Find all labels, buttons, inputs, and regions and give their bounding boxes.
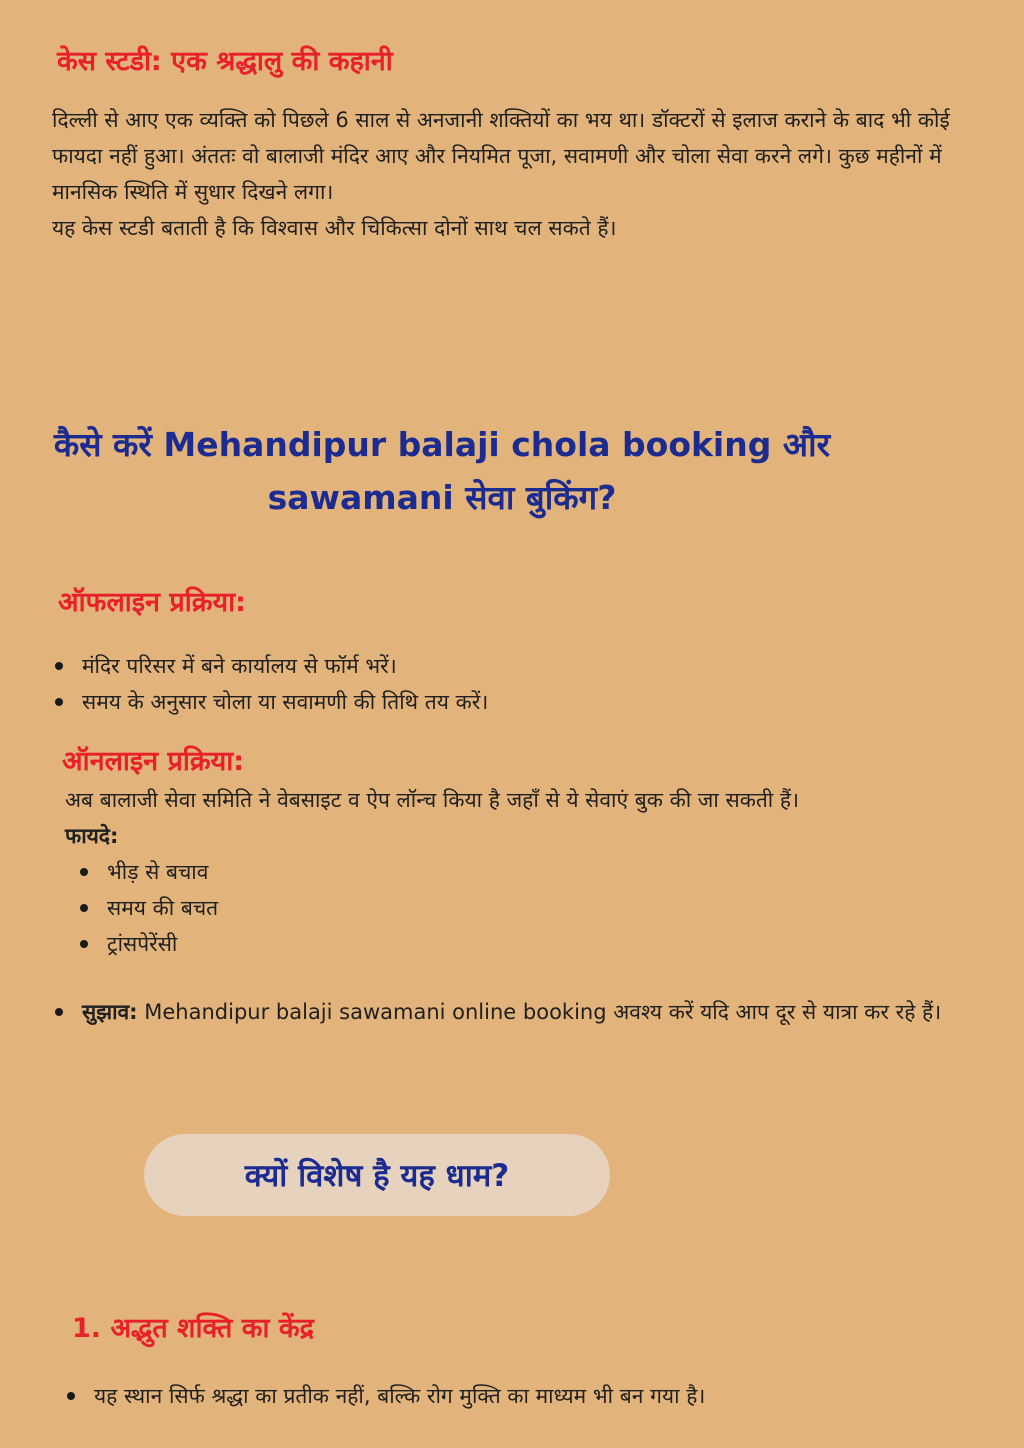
case-study-paragraph: दिल्ली से आए एक व्यक्ति को पिछले 6 साल से अनजानी शक्तियों का भय था। डॉक्टरों से इलाज कराने के बाद भी कोई फायदा नहीं हुआ। अंततः वो बालाजी मंदिर आए और नियमित पूजा, सवामणी और चोला सेवा करने लगे। कुछ महीनों में मानसिक स्थिति में सुधार दिखने लगा। [52,108,950,204]
section1-list [64,1378,964,1414]
main-heading-line1: कैसे करें Mehandipur balaji chola booking और [53,425,831,464]
list-item: समय की बचत [77,890,577,926]
why-special-heading: क्यों विशेष है यह धाम? [244,1158,510,1194]
main-heading [30,418,854,524]
suggestion-list [52,994,952,1030]
case-study-title: केस स्टडी: एक श्रद्धालु की कहानी [57,46,393,77]
offline-process-title: ऑफलाइन प्रक्रिया: [58,587,246,618]
suggestion-item [52,994,952,1030]
offline-process-list [52,648,952,720]
list-item: भीड़ से बचाव [77,854,577,890]
benefits-list [77,854,577,962]
suggestion-label: सुझाव: [82,1000,138,1024]
case-study-conclusion: यह केस स्टडी बताती है कि विश्वास और चिकित्सा दोनों साथ चल सकते हैं। [52,216,617,240]
list-item: समय के अनुसार चोला या सवामणी की तिथि तय करें। [52,684,952,720]
benefits-label: फायदे: [65,824,119,848]
list-item: यह स्थान सिर्फ श्रद्धा का प्रतीक नहीं, बल्कि रोग मुक्ति का माध्यम भी बन गया है। [64,1378,964,1414]
why-special-banner [144,1134,610,1216]
online-process-title: ऑनलाइन प्रक्रिया: [62,746,245,777]
case-study-body [52,102,972,246]
list-item: ट्रांसपेरेंसी [77,926,577,962]
suggestion-text: Mehandipur balaji sawamani online booking अवश्य करें यदि आप दूर से यात्रा कर रहे हैं। [137,1000,942,1024]
section1-title: 1. अद्भुत शक्ति का केंद्र [72,1313,314,1344]
main-heading-line2: sawamani सेवा बुकिंग? [267,478,617,517]
list-item: मंदिर परिसर में बने कार्यालय से फॉर्म भरें। [52,648,952,684]
online-process-description: अब बालाजी सेवा समिति ने वेबसाइट व ऐप लॉन्च किया है जहाँ से ये सेवाएं बुक की जा सकती हैं। [65,788,800,812]
